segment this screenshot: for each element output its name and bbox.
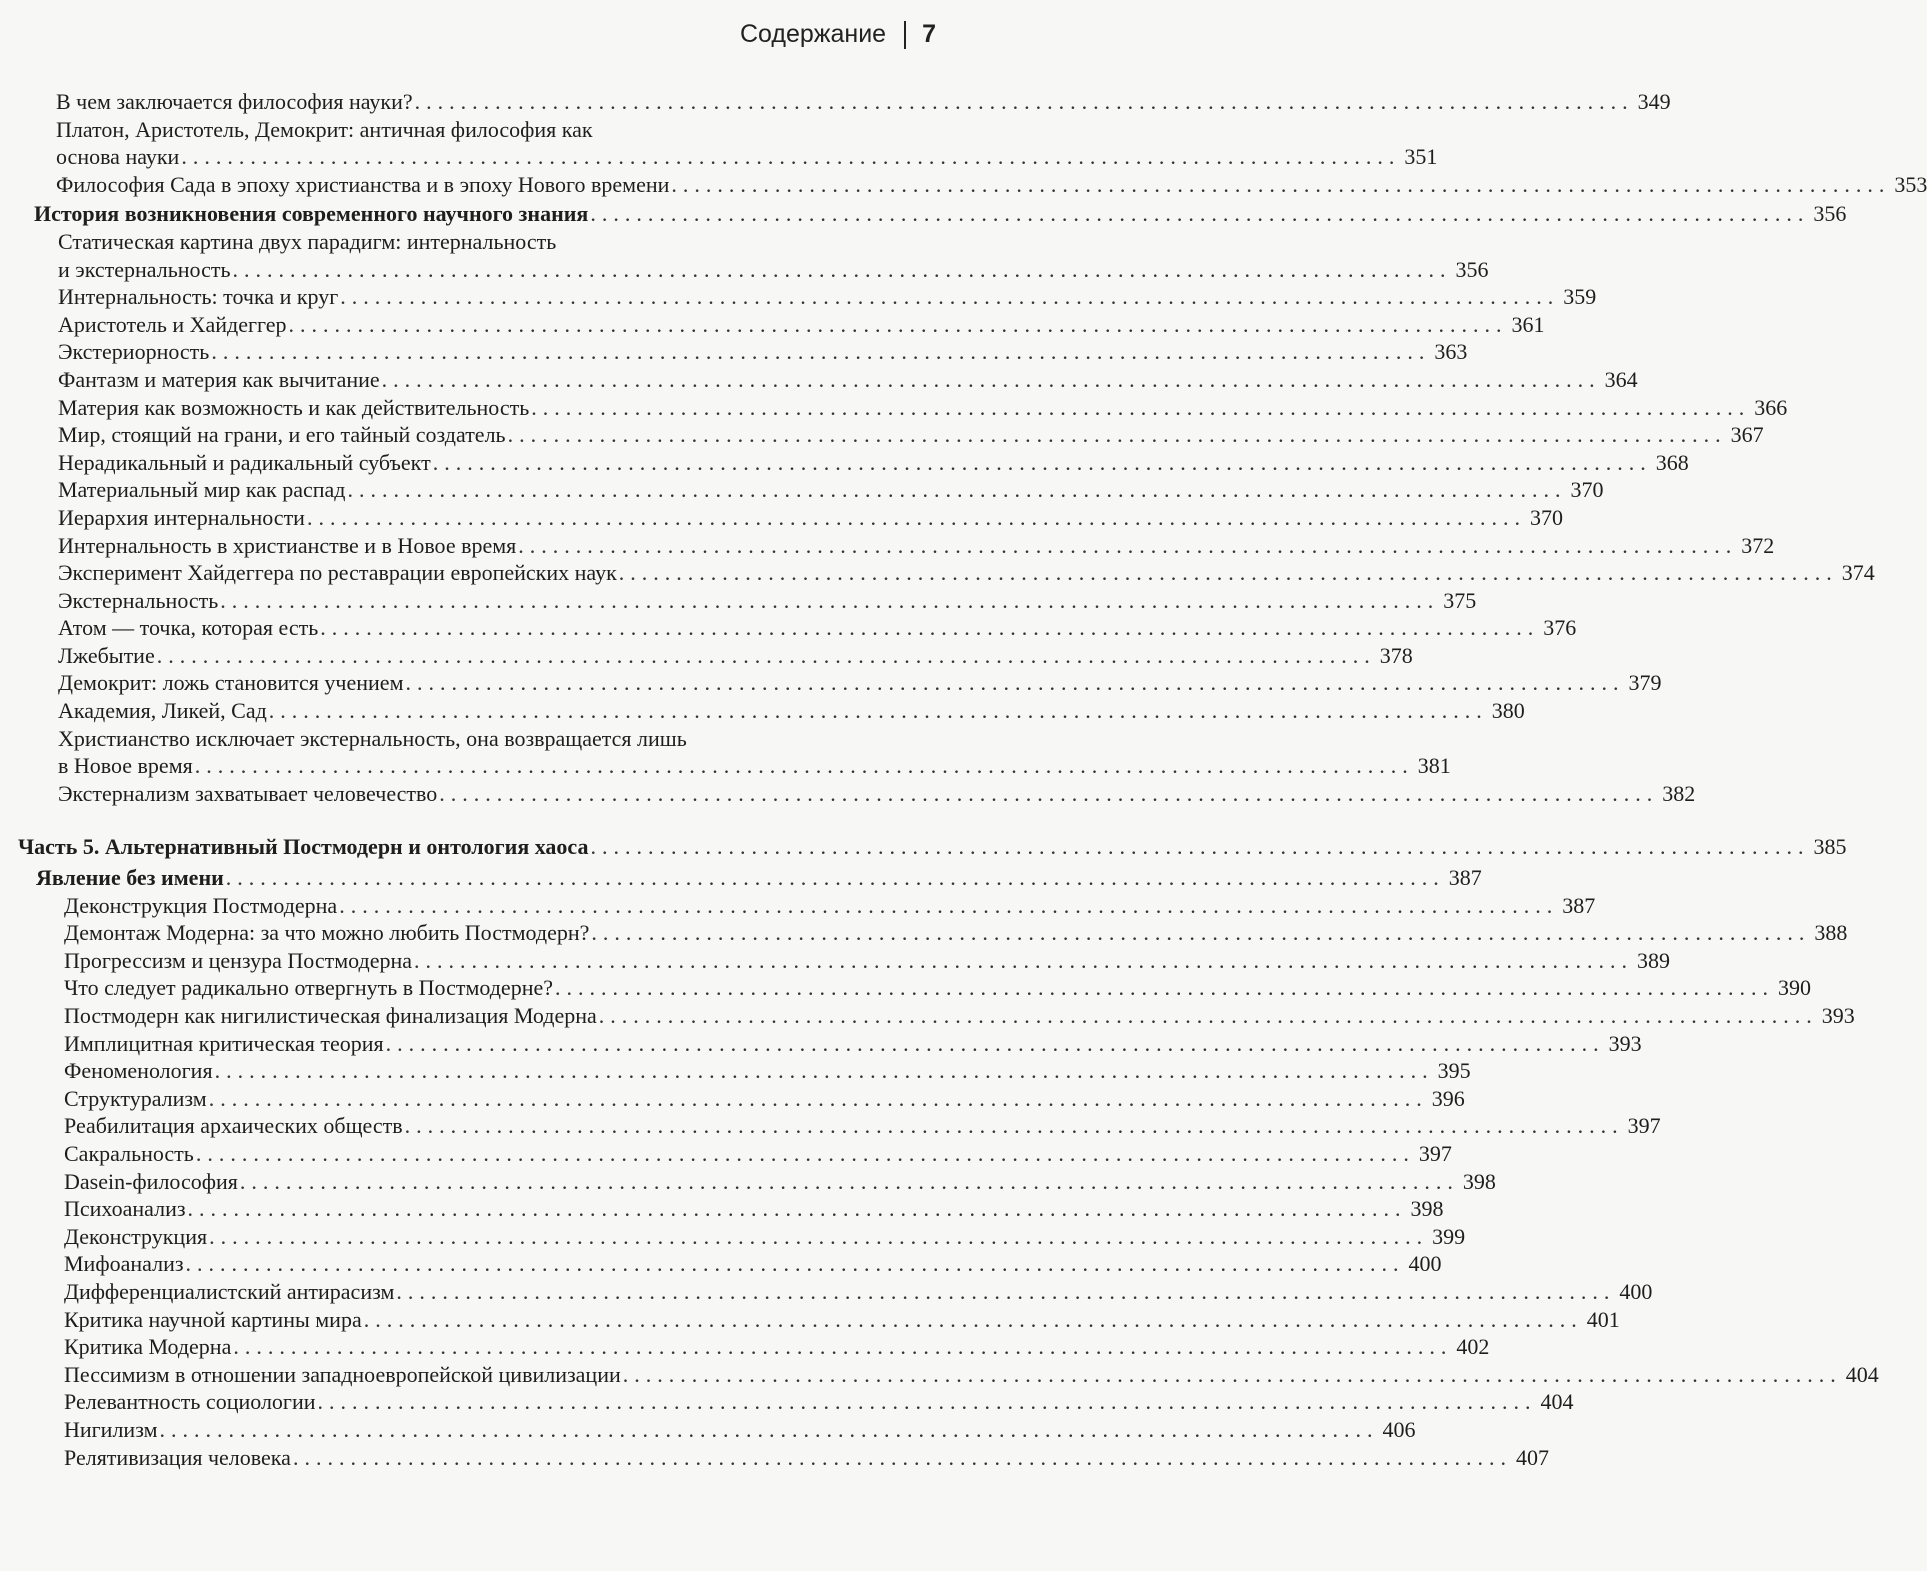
toc-entry-page: 390 xyxy=(1778,975,1811,1001)
toc-entry-page: 399 xyxy=(1432,1223,1466,1249)
leader-dots: .......................................................................................................... xyxy=(320,615,1540,641)
toc-entry[interactable] xyxy=(0,892,1596,920)
toc-entry-title: Релятивизация человека xyxy=(64,1444,291,1470)
toc-entry[interactable] xyxy=(0,1030,1642,1058)
leader-dots: .......................................................................................................... xyxy=(232,256,1452,282)
toc-entry[interactable] xyxy=(0,669,1662,697)
toc-entry-title: Интернальность в христианстве и в Новое время xyxy=(58,532,517,558)
toc-entry-page: 400 xyxy=(1619,1278,1653,1304)
toc-entry-title: Аристотель и Хайдеггер xyxy=(58,311,287,337)
toc-entry-title: Академия, Ликей, Сад xyxy=(58,698,267,724)
toc-entry[interactable] xyxy=(0,1306,1620,1334)
toc-entry-title: Экстериорность xyxy=(58,339,210,365)
toc-entry-page: 374 xyxy=(1841,560,1875,586)
toc-entry-page: 349 xyxy=(1637,89,1671,114)
toc-entry-page: 359 xyxy=(1563,284,1597,310)
leader-dots: .......................................................................................................... xyxy=(340,284,1560,310)
toc-entry[interactable] xyxy=(0,476,1604,504)
toc-entry-title: Лжебытие xyxy=(58,642,155,668)
toc-entry-title: Постмодерн как нигилистическая финализация Модерна xyxy=(64,1003,597,1028)
toc-entry[interactable] xyxy=(0,1250,1442,1278)
toc-entry[interactable] xyxy=(0,338,1468,366)
leader-dots: .......................................................................................................... xyxy=(622,1361,1842,1387)
toc-entry-title: Прогрессизм и цензура Постмодерна xyxy=(64,947,413,973)
toc-entry[interactable] xyxy=(0,1168,1496,1196)
toc-section-heading[interactable] xyxy=(0,200,1847,228)
toc-entry-page: 363 xyxy=(1434,339,1468,365)
toc-entry[interactable] xyxy=(0,919,1848,947)
leader-dots: .......................................................................................................... xyxy=(194,753,1414,779)
toc-entry[interactable] xyxy=(0,587,1477,615)
toc-entry-page: 372 xyxy=(1741,532,1775,558)
toc-entry[interactable] xyxy=(0,504,1563,532)
leader-dots: .......................................................................................................... xyxy=(405,670,1625,696)
toc-entry[interactable] xyxy=(0,697,1525,725)
toc-entry-title: и экстернальность xyxy=(58,256,231,282)
toc-entry-title: Сакральность xyxy=(64,1140,194,1166)
toc-entry[interactable] xyxy=(0,1223,1466,1251)
toc-entry-page: 368 xyxy=(1655,449,1689,475)
toc-entry[interactable] xyxy=(0,228,1000,256)
leader-dots: .......................................................................................................... xyxy=(414,947,1634,973)
toc-entry-title: Нерадикальный и радикальный субъект xyxy=(58,449,431,475)
toc-entry-page: 397 xyxy=(1418,1140,1452,1166)
toc-entry-title: Dasein-философия xyxy=(64,1168,238,1194)
leader-dots: .......................................................................................................... xyxy=(288,311,1508,337)
toc-entry-page: 388 xyxy=(1814,920,1848,946)
leader-dots: .......................................................................................................... xyxy=(518,532,1738,558)
toc-entry-title: История возникновения современного научного знания xyxy=(34,201,589,227)
toc-entry[interactable] xyxy=(0,1361,1879,1389)
toc-entry[interactable] xyxy=(0,143,1438,171)
toc-entry-title: Имплицитная критическая теория xyxy=(64,1030,384,1056)
leader-dots: .......................................................................................................... xyxy=(363,1306,1583,1332)
toc-section-heading[interactable] xyxy=(0,864,1482,892)
toc-entry[interactable] xyxy=(0,532,1775,560)
toc-entry-title: Критика научной картины мира xyxy=(64,1306,362,1332)
toc-entry-title: Структурализм xyxy=(64,1085,207,1111)
toc-entry-page: 370 xyxy=(1570,477,1604,503)
toc-entry[interactable] xyxy=(0,1416,1416,1444)
toc-entry[interactable] xyxy=(0,559,1875,587)
toc-entry-page: 404 xyxy=(1540,1389,1574,1415)
leader-dots: .......................................................................................................... xyxy=(233,1334,1453,1360)
toc-entry[interactable] xyxy=(0,642,1413,670)
toc-entry-title: Статическая картина двух парадигм: интернальность xyxy=(58,228,557,254)
toc-entry[interactable] xyxy=(0,974,1811,1002)
header-divider xyxy=(904,21,906,49)
leader-dots: .......................................................................................................... xyxy=(347,477,1567,503)
leader-dots: .......................................................................................................... xyxy=(185,1251,1405,1277)
toc-entry[interactable] xyxy=(0,283,1597,311)
toc-entry[interactable] xyxy=(0,1195,1444,1223)
toc-entry[interactable] xyxy=(0,449,1689,477)
toc-entry[interactable] xyxy=(0,1085,1465,1113)
toc-entry-title: Мифоанализ xyxy=(64,1251,184,1277)
toc-entry-page: 387 xyxy=(1562,892,1596,918)
toc-entry[interactable] xyxy=(0,116,1000,144)
toc-entry-title: в Новое время xyxy=(58,753,193,779)
leader-dots: .......................................................................................................... xyxy=(181,144,1401,170)
toc-entry-page: 356 xyxy=(1455,256,1489,282)
toc-entry[interactable] xyxy=(0,366,1638,394)
leader-dots: .......................................................................................................... xyxy=(187,1196,1407,1222)
toc-entry-page: 356 xyxy=(1813,201,1847,227)
leader-dots: .......................................................................................................... xyxy=(156,642,1376,668)
leader-dots: .......................................................................................................... xyxy=(208,1085,1428,1111)
leader-dots: .......................................................................................................... xyxy=(225,865,1445,891)
leader-dots: .......................................................................................................... xyxy=(590,834,1810,860)
toc-entry-title: Часть 5. Альтернативный Постмодерн и онтология хаоса xyxy=(18,834,589,860)
toc-entry[interactable] xyxy=(0,1388,1574,1416)
toc-entry-page: 353 xyxy=(1894,171,1927,197)
leader-dots: .......................................................................................................... xyxy=(385,1030,1605,1056)
toc-entry-title: Платон, Аристотель, Демокрит: античная философия как xyxy=(56,116,593,142)
leader-dots: .......................................................................................................... xyxy=(317,1389,1537,1415)
toc-entry-title: Экстернальность xyxy=(58,587,219,613)
header-page-number: 7 xyxy=(922,20,936,48)
toc-entry-title: Реабилитация архаических обществ xyxy=(64,1113,403,1139)
toc-entry-page: 378 xyxy=(1379,642,1413,668)
leader-dots: .......................................................................................................... xyxy=(404,1113,1624,1139)
toc-entry-page: 370 xyxy=(1529,504,1563,530)
toc-entry-title: Деконструкция Постмодерна xyxy=(64,892,338,918)
toc-entry-title: Философия Сада в эпоху христианства и в эпоху Нового времени xyxy=(56,171,670,197)
leader-dots: .......................................................................................................... xyxy=(414,89,1634,114)
toc-entry-page: 393 xyxy=(1608,1030,1642,1056)
toc-entry-title: Нигилизм xyxy=(64,1416,158,1442)
toc-entry-page: 361 xyxy=(1511,311,1545,337)
toc-entry-title: Экстернализм захватывает человечество xyxy=(58,780,438,806)
toc-entry-page: 351 xyxy=(1404,144,1438,170)
leader-dots: .......................................................................................................... xyxy=(531,394,1751,420)
toc-entry[interactable] xyxy=(0,421,1764,449)
toc-entry-page: 398 xyxy=(1410,1196,1444,1222)
toc-entry-title: Материальный мир как распад xyxy=(58,477,346,503)
toc-entry-title: Явление без имени xyxy=(36,865,224,891)
toc-entry-title: Материя как возможность и как действительность xyxy=(58,394,530,420)
toc-entry[interactable] xyxy=(0,1444,1549,1472)
toc-entry[interactable] xyxy=(0,1278,1653,1306)
toc-entry[interactable] xyxy=(0,725,1000,753)
leader-dots: .......................................................................................................... xyxy=(195,1140,1415,1166)
toc-entry-title: Фантазм и материя как вычитание xyxy=(58,366,380,392)
toc-part-heading[interactable] xyxy=(0,833,1847,861)
toc-entry-title: Критика Модерна xyxy=(64,1334,232,1360)
toc-entry[interactable] xyxy=(0,394,1788,422)
toc-entry-title: Интернальность: точка и круг xyxy=(58,284,339,310)
header-title: Содержание xyxy=(739,20,887,48)
toc-entry-title: Феноменология xyxy=(64,1058,213,1084)
leader-dots: .......................................................................................................... xyxy=(209,1223,1429,1249)
toc-entry-title: Что следует радикально отвергнуть в Постмодерне? xyxy=(64,975,553,1001)
leader-dots: .......................................................................................................... xyxy=(211,339,1431,365)
leader-dots: .......................................................................................................... xyxy=(555,975,1774,1001)
toc-entry-page: 380 xyxy=(1491,698,1525,724)
toc-entry-page: 400 xyxy=(1408,1251,1442,1277)
table-of-contents xyxy=(0,88,1927,1471)
toc-entry-page: 407 xyxy=(1515,1444,1549,1470)
leader-dots: .......................................................................................................... xyxy=(214,1058,1434,1084)
toc-entry-page: 395 xyxy=(1437,1058,1471,1084)
toc-entry-page: 401 xyxy=(1586,1306,1620,1332)
toc-entry-page: 393 xyxy=(1821,1003,1855,1028)
toc-entry[interactable] xyxy=(0,752,1451,780)
toc-entry-title: Мир, стоящий на грани, и его тайный создатель xyxy=(58,422,506,448)
leader-dots: .......................................................................................................... xyxy=(432,449,1652,475)
leader-dots: .......................................................................................................... xyxy=(381,366,1601,392)
leader-dots: .......................................................................................................... xyxy=(598,1003,1818,1028)
toc-entry-page: 382 xyxy=(1662,780,1696,806)
toc-entry-page: 376 xyxy=(1543,615,1577,641)
toc-entry-title: Эксперимент Хайдеггера по реставрации европейских наук xyxy=(58,560,617,586)
toc-entry[interactable] xyxy=(0,947,1671,975)
toc-entry-title: Пессимизм в отношении западноевропейской цивилизации xyxy=(64,1361,621,1387)
toc-entry-page: 387 xyxy=(1448,865,1482,891)
toc-entry[interactable] xyxy=(0,614,1577,642)
toc-entry-title: Христианство исключает экстернальность, она возвращается лишь xyxy=(58,725,687,751)
leader-dots: .......................................................................................................... xyxy=(339,892,1559,918)
leader-dots: .......................................................................................................... xyxy=(507,422,1727,448)
toc-entry[interactable] xyxy=(0,780,1696,808)
toc-entry-page: 396 xyxy=(1431,1085,1465,1111)
leader-dots: .......................................................................................................... xyxy=(591,920,1811,946)
toc-entry-title: Дифференциалистский антирасизм xyxy=(64,1278,395,1304)
toc-entry-title: Атом — точка, которая есть xyxy=(58,615,319,641)
toc-entry-title: В чем заключается философия науки? xyxy=(56,89,413,114)
toc-entry-title: Демокрит: ложь становится учением xyxy=(58,670,404,696)
toc-entry[interactable] xyxy=(0,311,1545,339)
toc-entry[interactable] xyxy=(0,1140,1452,1168)
toc-entry[interactable] xyxy=(0,1002,1855,1030)
leader-dots: .......................................................................................................... xyxy=(306,504,1526,530)
leader-dots: .......................................................................................................... xyxy=(439,780,1659,806)
toc-entry[interactable] xyxy=(0,88,1671,116)
toc-entry-page: 364 xyxy=(1604,366,1638,392)
toc-entry-page: 404 xyxy=(1845,1361,1879,1387)
toc-entry-page: 381 xyxy=(1417,753,1451,779)
toc-entry-title: Релевантность социологии xyxy=(64,1389,316,1415)
toc-entry-page: 402 xyxy=(1456,1334,1490,1360)
toc-entry-title: Деконструкция xyxy=(64,1223,208,1249)
leader-dots: .......................................................................................................... xyxy=(618,560,1838,586)
toc-entry[interactable] xyxy=(0,1112,1661,1140)
toc-entry-page: 397 xyxy=(1627,1113,1661,1139)
toc-entry-page: 398 xyxy=(1462,1168,1496,1194)
leader-dots: .......................................................................................................... xyxy=(590,201,1810,227)
toc-entry-title: Психоанализ xyxy=(64,1196,186,1222)
toc-entry-page: 366 xyxy=(1754,394,1788,420)
leader-dots: .......................................................................................................... xyxy=(671,171,1891,197)
running-header xyxy=(740,20,936,49)
leader-dots: .......................................................................................................... xyxy=(396,1278,1616,1304)
toc-entry[interactable] xyxy=(0,256,1489,284)
toc-entry-page: 367 xyxy=(1730,422,1764,448)
toc-entry-page: 375 xyxy=(1443,587,1477,613)
toc-entry-title: Иерархия интернальности xyxy=(58,504,305,530)
leader-dots: .......................................................................................................... xyxy=(239,1168,1459,1194)
leader-dots: .......................................................................................................... xyxy=(268,698,1488,724)
toc-entry[interactable] xyxy=(0,1333,1490,1361)
toc-entry-title: Демонтаж Модерна: за что можно любить Постмодерн? xyxy=(64,920,590,946)
toc-entry-page: 389 xyxy=(1637,947,1671,973)
toc-entry-page: 379 xyxy=(1628,670,1662,696)
toc-entry-title: основа науки xyxy=(56,144,180,170)
toc-entry[interactable] xyxy=(0,171,1927,199)
toc-entry[interactable] xyxy=(0,1057,1471,1085)
leader-dots: .......................................................................................................... xyxy=(159,1416,1379,1442)
leader-dots: .......................................................................................................... xyxy=(220,587,1440,613)
toc-entry-page: 406 xyxy=(1382,1416,1416,1442)
toc-entry-page: 385 xyxy=(1813,834,1847,860)
leader-dots: .......................................................................................................... xyxy=(292,1444,1512,1470)
